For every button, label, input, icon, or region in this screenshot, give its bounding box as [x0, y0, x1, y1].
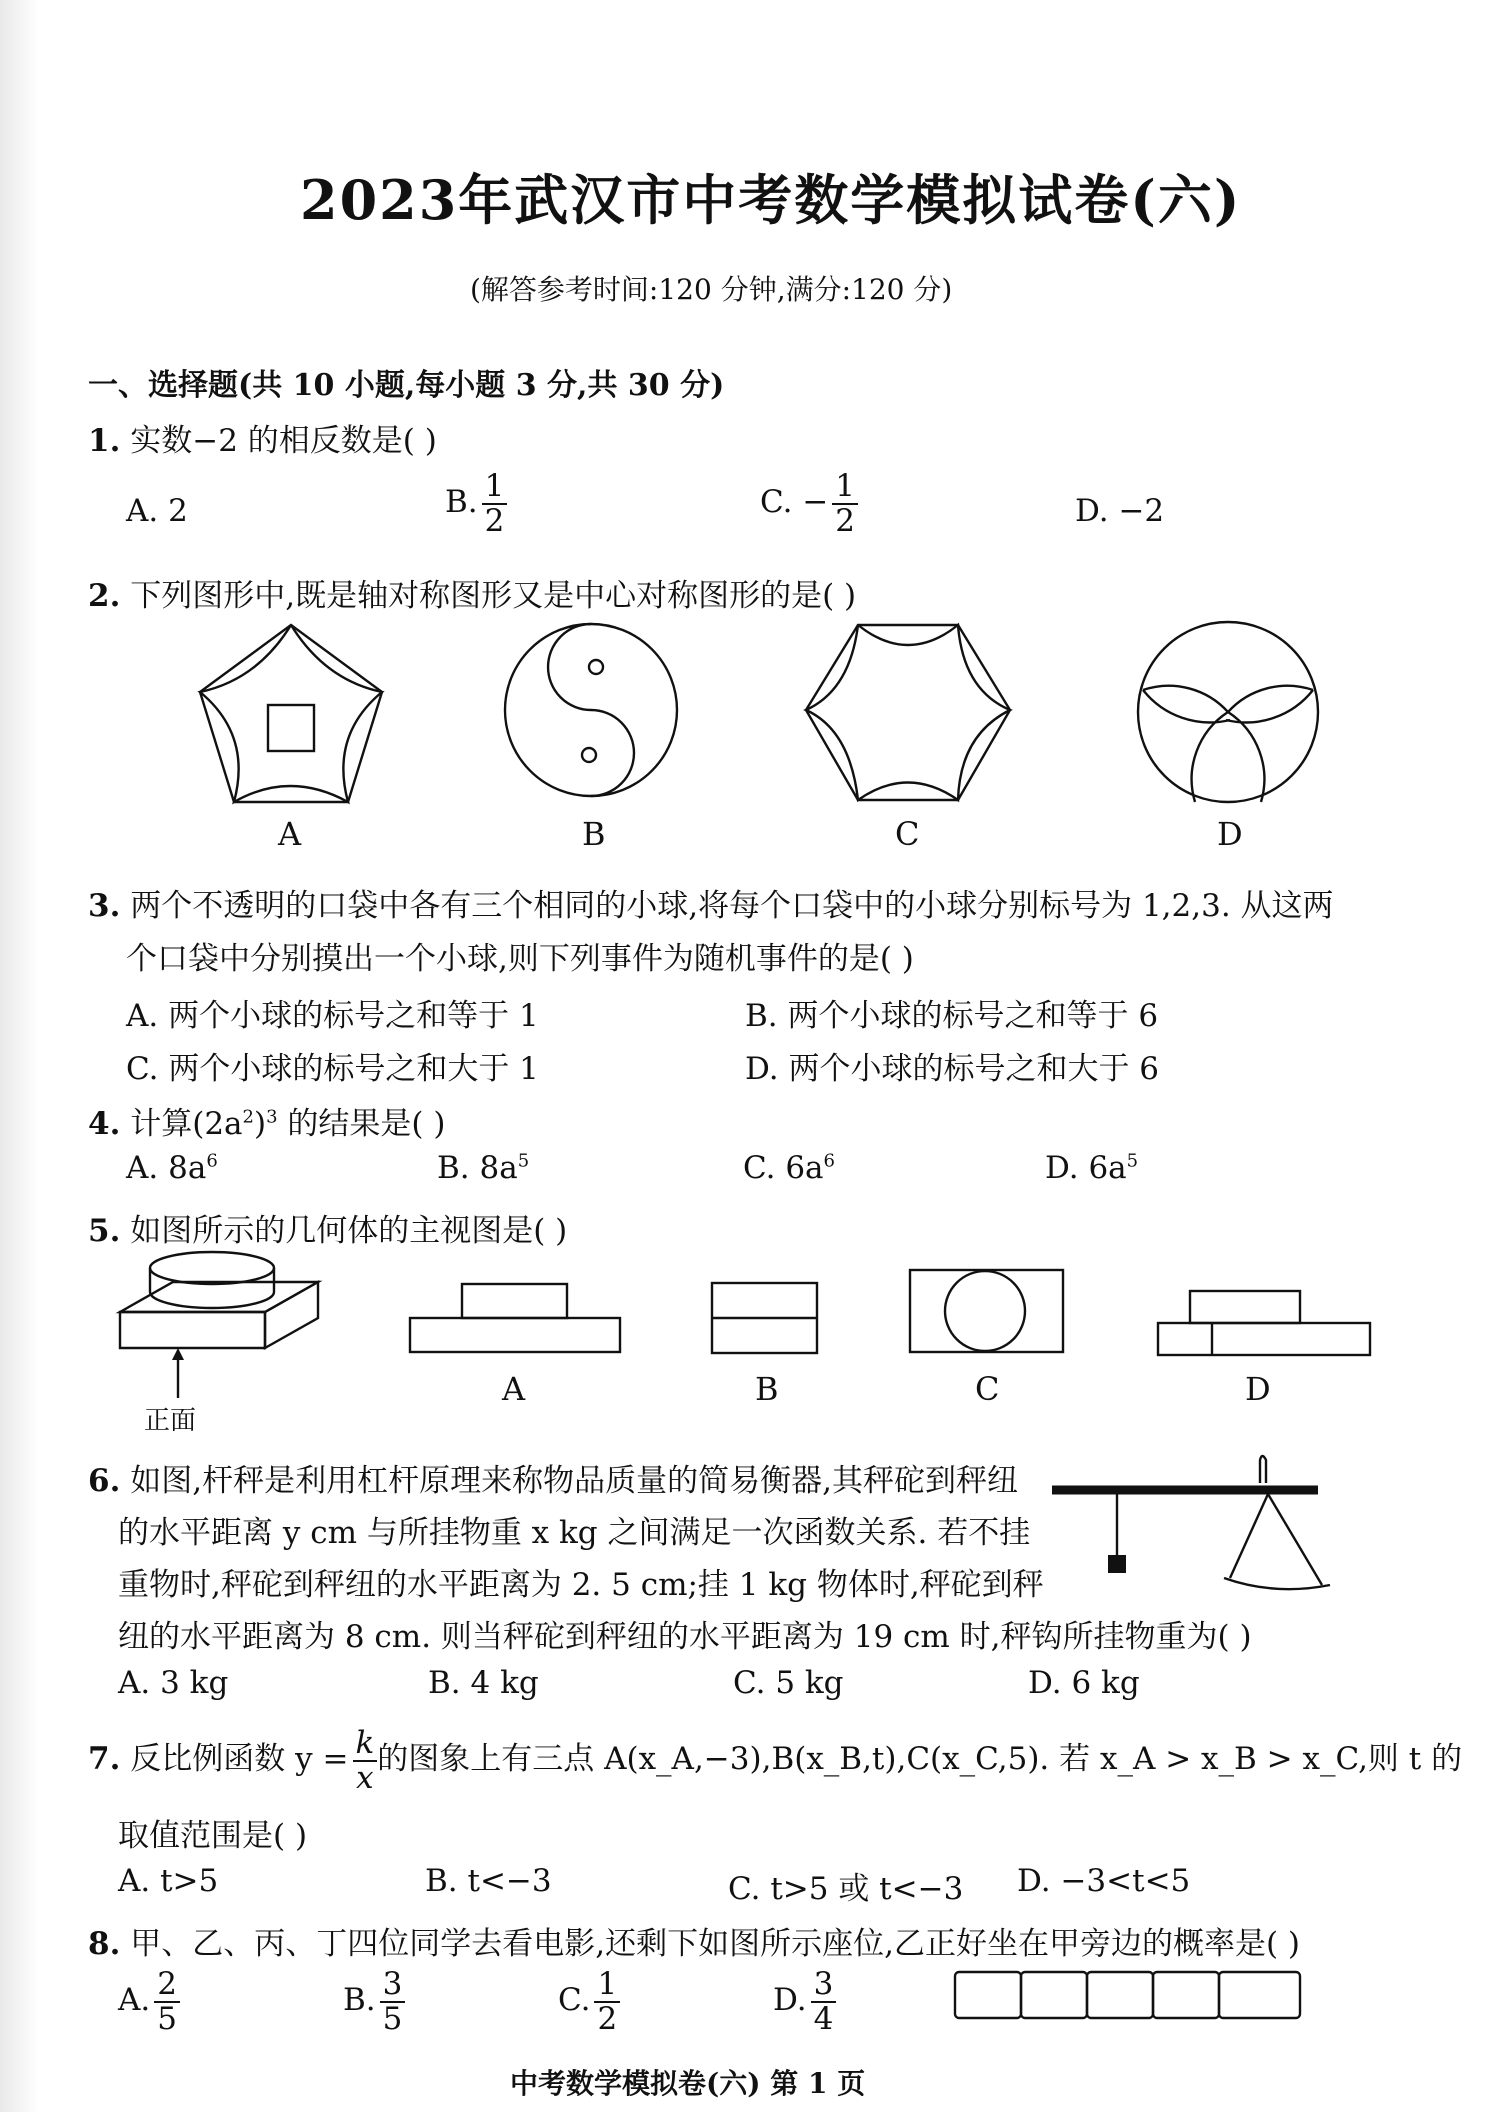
option-d: D. −3<t<5: [1017, 1863, 1191, 1899]
fraction: $\frac{1}{2}$: [482, 470, 508, 537]
question-number: 1.: [88, 423, 121, 459]
option-b: B. 4 kg: [428, 1665, 539, 1701]
fraction: $\frac{3}{4}$: [811, 1968, 837, 2035]
question-stem-line2: 取值范围是( ): [118, 1818, 308, 1854]
option-a: A. 两个小球的标号之和等于 1: [126, 998, 539, 1034]
question-8: 8. 甲、乙、丙、丁四位同学去看电影,还剩下如图所示座位,乙正好坐在甲旁边的概率是( ): [88, 1926, 1300, 1962]
question-6: 6. 如图,杆秤是利用杠杆原理来称物品质量的简易衡器,其秤砣到秤纽: [88, 1463, 1018, 1499]
option-a: A. $8a^6$: [126, 1150, 218, 1186]
question-stem: 下列图形中,既是轴对称图形又是中心对称图形的是( ): [130, 578, 857, 614]
page-footer: 中考数学模拟卷(六) 第 1 页: [510, 2067, 866, 2100]
figure-label-a: A: [278, 815, 302, 853]
fraction: $\frac{3}{5}$: [380, 1968, 406, 2035]
front-view-label: 正面: [144, 1406, 197, 1436]
question-stem-line1: 两个不透明的口袋中各有三个相同的小球,将每个口袋中的小球分别标号为 1,2,3. 从这两: [130, 888, 1334, 924]
option-d: D. $6a^5$: [1045, 1150, 1139, 1186]
option-b: B. $\frac{1}{2}$: [445, 470, 507, 537]
option-a: A. $\frac{2}{5}$: [118, 1968, 180, 2035]
option-a: A. t>5: [118, 1863, 219, 1899]
figure-label-c: C: [895, 815, 920, 853]
fraction: $\frac{k}{x}$: [352, 1727, 377, 1794]
view-label-c: C: [975, 1370, 1000, 1408]
option-b: B. t<−3: [425, 1863, 552, 1899]
seat-1: [955, 1972, 1021, 2018]
option-a: A. 2: [126, 493, 188, 529]
page-title: 2023年武汉市中考数学模拟试卷(六): [300, 168, 1242, 232]
view-label-b: B: [755, 1370, 779, 1408]
option-c: C. 5 kg: [733, 1665, 844, 1701]
figure-label-d: D: [1217, 815, 1243, 853]
section-heading: 一、选择题(共 10 小题,每小题 3 分,共 30 分): [88, 368, 725, 403]
option-c: C. $\frac{1}{2}$: [558, 1968, 620, 2035]
question-stem-line3: 重物时,秤砣到秤纽的水平距离为 2. 5 cm;挂 1 kg 物体时,秤砣到秤: [118, 1567, 1044, 1603]
question-3: 3. 两个不透明的口袋中各有三个相同的小球,将每个口袋中的小球分别标号为 1,2,3. 从这两: [88, 888, 1334, 924]
question-7: 7. 反比例函数 y = $\frac{k}{x}$ 的图象上有三点 A(x_A,−3),B(x_B,t),C(x_C,5). 若 x_A > x_B > x_C,则 t 的: [88, 1725, 1463, 1796]
question-stem-line4: 纽的水平距离为 8 cm. 则当秤砣到秤纽的水平距离为 19 cm 时,秤钩所挂物重为( ): [118, 1619, 1252, 1655]
option-c: C. − $\frac{1}{2}$: [760, 470, 858, 537]
option-d: D. −2: [1075, 493, 1165, 529]
option-c: C. $6a^6$: [743, 1150, 835, 1186]
question-stem: 如图所示的几何体的主视图是( ): [130, 1213, 568, 1249]
seat-4: [1153, 1972, 1219, 2018]
option-b: B. $\frac{3}{5}$: [343, 1968, 405, 2035]
seat-3: [1087, 1972, 1153, 2018]
option-d: D. 两个小球的标号之和大于 6: [745, 1051, 1160, 1087]
fraction: $\frac{1}{2}$: [594, 1968, 620, 2035]
fraction: $\frac{2}{5}$: [154, 1968, 180, 2035]
option-b: B. 两个小球的标号之和等于 6: [745, 998, 1159, 1034]
exam-subtitle: (解答参考时间:120 分钟,满分:120 分): [470, 273, 953, 306]
option-a: A. 3 kg: [118, 1665, 229, 1701]
option-c: C. 两个小球的标号之和大于 1: [126, 1051, 539, 1087]
fraction: $\frac{1}{2}$: [832, 470, 858, 537]
question-stem: 实数−2 的相反数是( ): [130, 423, 437, 459]
question-4: 4. 计算$(2a^2)^3$ 的结果是( ): [88, 1106, 446, 1142]
question-stem: 甲、乙、丙、丁四位同学去看电影,还剩下如图所示座位,乙正好坐在甲旁边的概率是( ): [130, 1926, 1300, 1962]
option-d: D. 6 kg: [1028, 1665, 1140, 1701]
figure-label-b: B: [582, 815, 606, 853]
question-2: 2. 下列图形中,既是轴对称图形又是中心对称图形的是( ): [88, 578, 857, 614]
question-5: 5. 如图所示的几何体的主视图是( ): [88, 1213, 568, 1249]
option-d: D. $\frac{3}{4}$: [773, 1968, 836, 2035]
seat-5: [1219, 1972, 1300, 2018]
question-stem-line2: 个口袋中分别摸出一个小球,则下列事件为随机事件的是( ): [126, 941, 914, 977]
option-c: C. t>5 或 t<−3: [728, 1871, 964, 1907]
view-label-a: A: [502, 1370, 526, 1408]
option-b: B. $8a^5$: [437, 1150, 530, 1186]
seat-2: [1021, 1972, 1087, 2018]
question-stem-line2: 的水平距离 y cm 与所挂物重 x kg 之间满足一次函数关系. 若不挂: [118, 1515, 1031, 1551]
question-stem-line1: 如图,杆秤是利用杠杆原理来称物品质量的简易衡器,其秤砣到秤纽: [130, 1463, 1018, 1499]
view-label-d: D: [1245, 1370, 1271, 1408]
